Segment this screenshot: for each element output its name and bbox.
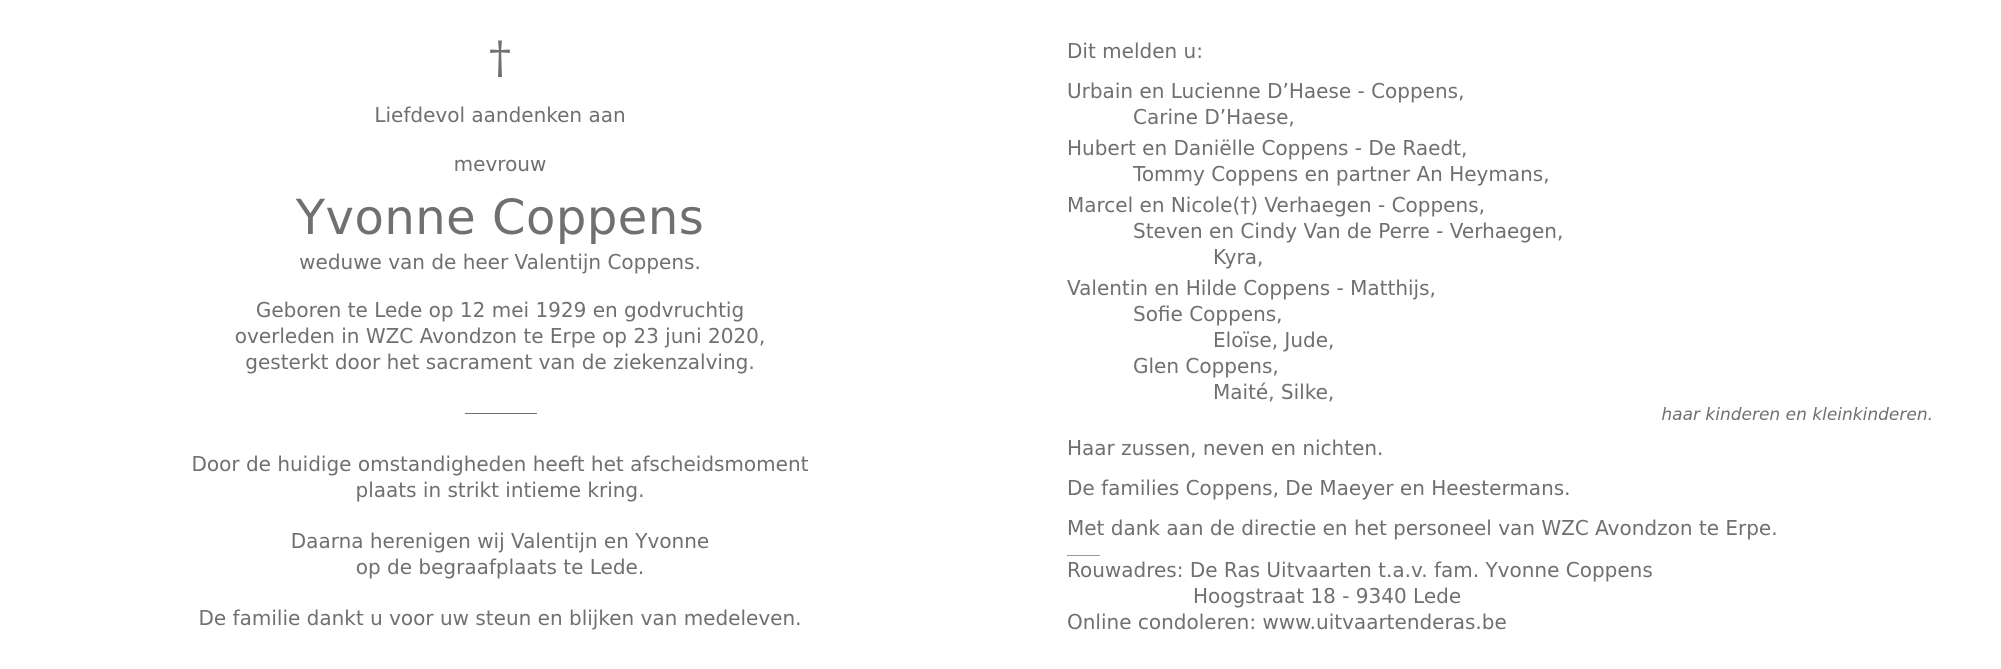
reunite-line-1: Daarna herenigen wij Valentijn en Yvonne [290,529,710,553]
widow-line: weduwe van de heer Valentijn Coppens. [299,250,701,274]
intro-line: Dit melden u: [1067,39,1203,63]
family-line: Kyra, [1213,245,1264,269]
circumstances-line-2: plaats in strikt intieme kring. [355,478,645,502]
family-line: Maité, Silke, [1213,380,1335,404]
family-line: Urbain en Lucienne D’Haese - Coppens, [1067,79,1465,103]
family-line: Carine D’Haese, [1133,105,1295,129]
short-divider [1067,555,1100,556]
family-line: Glen Coppens, [1133,354,1279,378]
family-line: Steven en Cindy Van de Perre - Verhaegen, [1133,219,1564,243]
gratitude-line: Met dank aan de directie en het personeel van WZC Avondzon te Erpe. [1067,516,1778,540]
family-line: Sofie Coppens, [1133,302,1283,326]
salutation: mevrouw [453,152,547,176]
online-condolence: Online condoleren: www.uitvaartenderas.be [1067,610,1507,634]
address-line-1: Rouwadres: De Ras Uitvaarten t.a.v. fam. Yvonne Coppens [1067,558,1653,582]
circumstances-line-1: Door de huidige omstandigheden heeft het afscheidsmoment [191,452,809,476]
divider [465,413,537,414]
family-line: Marcel en Nicole(†) Verhaegen - Coppens, [1067,193,1485,217]
reunite-line-2: op de begraafplaats te Lede. [355,555,645,579]
family-line: Tommy Coppens en partner An Heymans, [1133,162,1550,186]
family-line: Hubert en Daniëlle Coppens - De Raedt, [1067,136,1468,160]
birth-line-1: Geboren te Lede op 12 mei 1929 en godvruchtig [255,298,745,322]
deceased-name: Yvonne Coppens [295,190,705,246]
siblings-line: Haar zussen, neven en nichten. [1067,436,1384,460]
memorial-heading: Liefdevol aandenken aan [374,103,626,127]
families-line: De families Coppens, De Maeyer en Heestermans. [1067,476,1571,500]
family-line: Valentin en Hilde Coppens - Matthijs, [1067,276,1436,300]
cross-symbol: † [489,33,511,84]
children-signature: haar kinderen en kleinkinderen. [1661,405,1933,425]
thanks-line: De familie dankt u voor uw steun en blijken van medeleven. [198,606,802,630]
birth-line-3: gesterkt door het sacrament van de ziekenzalving. [245,350,755,374]
address-line-2: Hoogstraat 18 - 9340 Lede [1193,584,1462,608]
birth-line-2: overleden in WZC Avondzon te Erpe op 23 juni 2020, [234,324,766,348]
family-line: Eloïse, Jude, [1213,328,1335,352]
